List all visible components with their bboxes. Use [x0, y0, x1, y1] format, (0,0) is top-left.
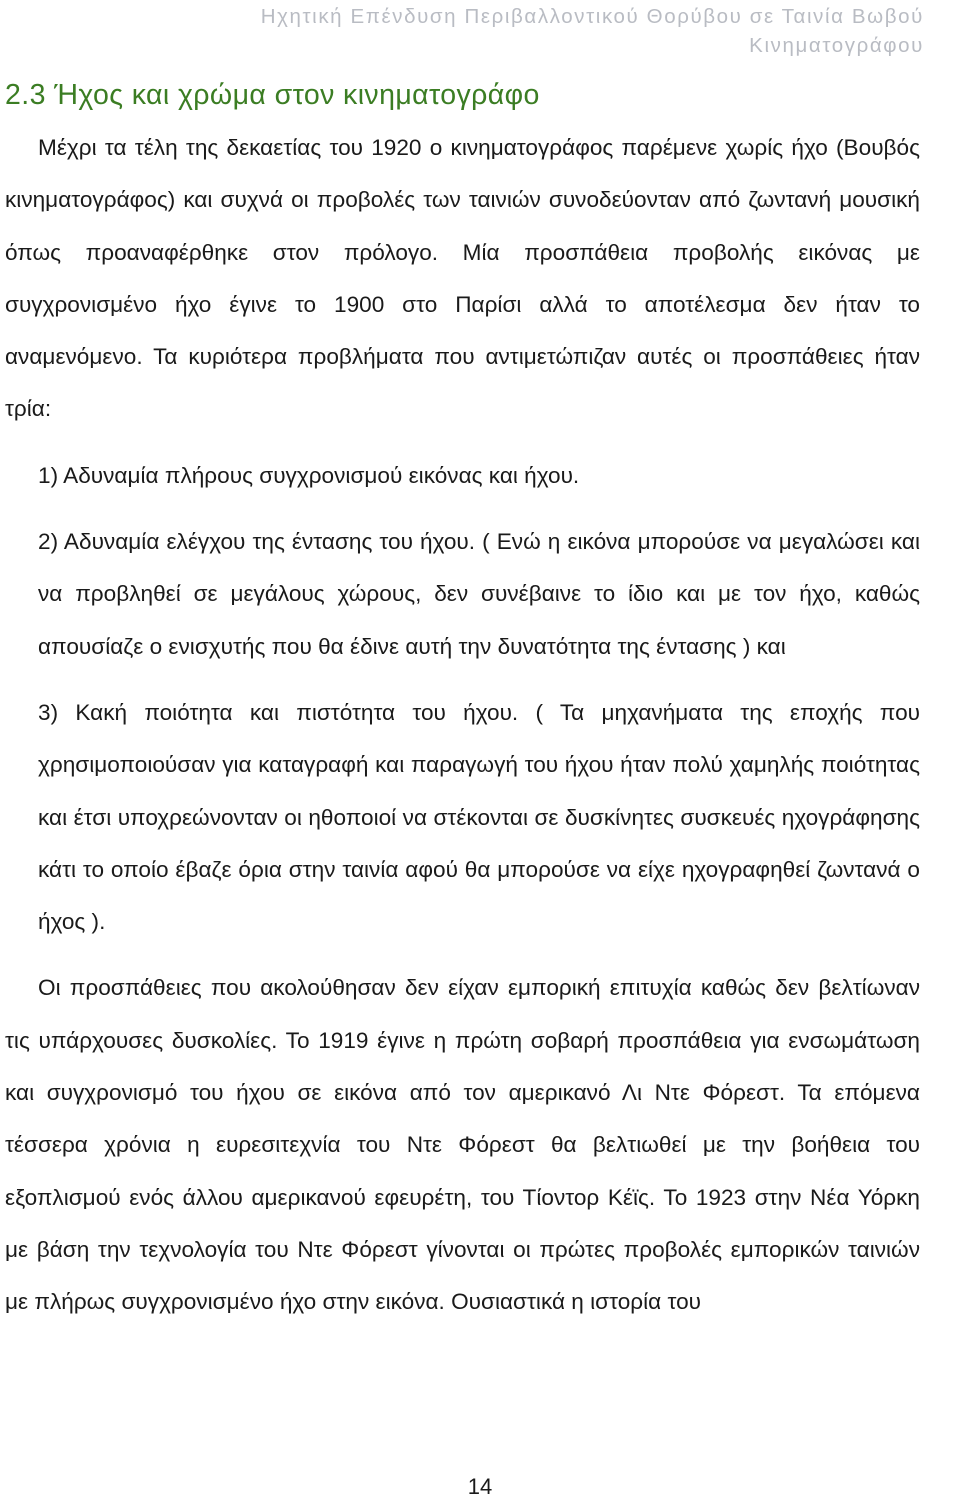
list-item-3: 3) Κακή ποιότητα και πιστότητα του ήχου. ( Τα μηχανήματα της εποχής που χρησιμοποιούσαν για καταγραφή και παραγωγή του ήχου ήταν πολύ χαμηλής ποιότητας και έτσι υποχρεώνονταν οι ηθοποιοί να στέκονται σε δυσκίνητες συσκευές ηχογράφησης κάτι το οποίο έβαζε όρια στην ταινία αφού θα μπορούσε να είχε ηχογραφηθεί ζωντανά ο ήχος ). — [38, 699, 920, 935]
body-text — [5, 122, 920, 1329]
list-item-1: 1) Αδυναμία πλήρους συγχρονισμού εικόνας και ήχου. — [38, 462, 580, 488]
page-number: 14 — [467, 1474, 493, 1499]
section-heading: 2.3 Ήχος και χρώμα στον κινηματογράφο — [5, 79, 540, 111]
list-item-2: 2) Αδυναμία ελέγχου της έντασης του ήχου. ( Ενώ η εικόνα μπορούσε να μεγαλώσει και να προβληθεί σε μεγάλους χώρους, δεν συνέβαινε το ίδιο και με τον ήχο, καθώς απουσίαζε ο ενισχυτής που θα έδινε αυτή την δυνατότητα της έντασης ) και — [38, 529, 920, 659]
running-header: Ηχητική Επένδυση Περιβαλλοντικού Θορύβου σε Ταινία Βωβού Κινηματογράφου — [260, 5, 924, 57]
intro-paragraph: Μέχρι τα τέλη της δεκαετίας του 1920 ο κινηματογράφος παρέμενε χωρίς ήχο (Βουβός κινηματογράφος) και συχνά οι προβολές των ταινιών συνοδεύονταν από ζωντανή μουσική όπως προαναφέρθηκε στον πρόλογο. Μία προσπάθεια προβολής εικόνας με συγχρονισμένο ήχο έγινε το 1900 στο Παρίσι αλλά το αποτέλεσμα δεν ήταν το αναμενόμενο. Τα κυριότερα προβλήματα που αντιμετώπιζαν αυτές οι προσπάθειες ήταν τρία: — [5, 135, 920, 422]
history-paragraph: Οι προσπάθειες που ακολούθησαν δεν είχαν εμπορική επιτυχία καθώς δεν βελτίωναν τις υπάρχουσες δυσκολίες. Το 1919 έγινε η πρώτη σοβαρή προσπάθεια για ενσωμάτωση και συγχρονισμό του ήχου σε εικόνα από τον αμερικανό Λι Ντε Φόρεστ. Τα επόμενα τέσσερα χρόνια η ευρεσιτεχνία του Ντε Φόρεστ θα βελτιωθεί με την βοήθεια του εξοπλισμού ενός άλλου αμερικανού εφευρέτη, του Τίοντορ Κέϊς. Το 1923 στην Νέα Υόρκη με βάση την τεχνολογία του Ντε Φόρεστ γίνονται οι πρώτες προβολές εμπορικών ταινιών με πλήρως συγχρονισμένο ήχο στην εικόνα. Ουσιαστικά η ιστορία του — [5, 975, 920, 1315]
